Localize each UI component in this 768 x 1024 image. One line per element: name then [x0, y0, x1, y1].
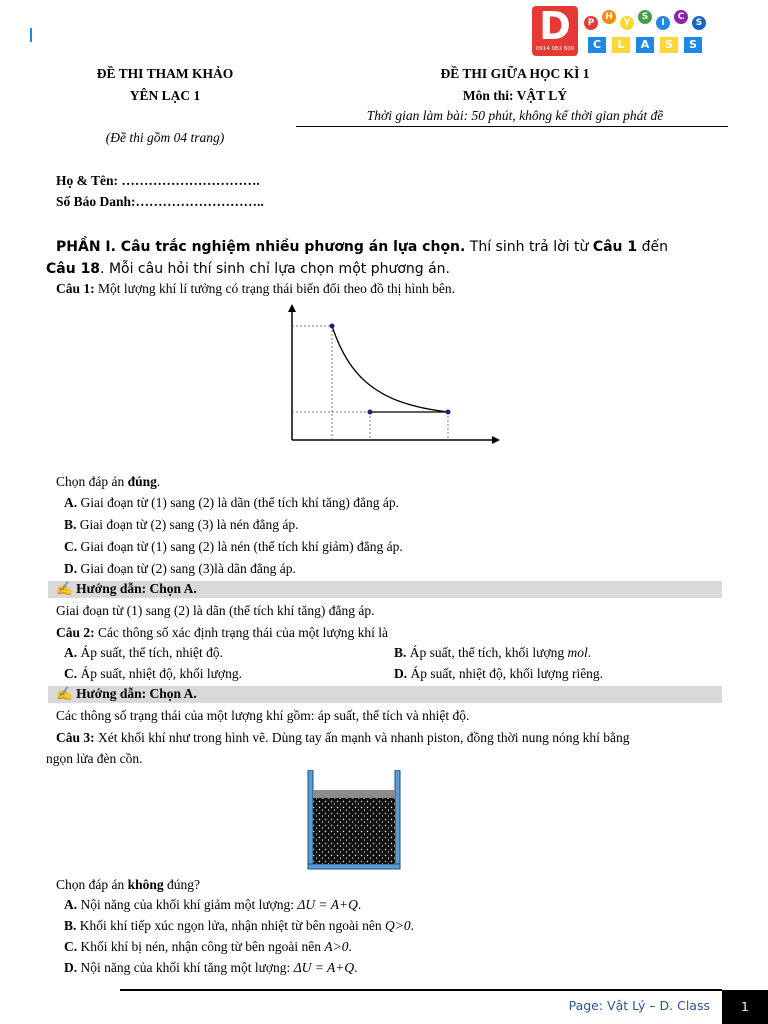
q3-option-b[interactable] [64, 918, 414, 934]
option-key: D. [394, 666, 408, 681]
logo-class-letter: A [636, 37, 654, 53]
q2-explanation: Các thông số trạng thái của một lượng khí gồm: áp suất, thể tích và nhiệt độ. [56, 708, 470, 723]
option-key: B. [64, 918, 77, 933]
option-key: B. [64, 517, 77, 532]
option-text: Nội năng của khối khí tăng một lượng: [77, 960, 294, 975]
option-text: Áp suất, nhiệt độ, khối lượng riêng. [407, 666, 604, 681]
q1-option-d[interactable] [64, 561, 296, 577]
option-text: Áp suất, thể tích, nhiệt độ. [77, 645, 223, 660]
logo-physics-letter: I [656, 16, 670, 30]
footer-page-number: 1 [741, 1000, 749, 1014]
option-tail: . [357, 897, 362, 912]
q3-text-line1: Xét khối khí như trong hình vẽ. Dùng tay ấn mạnh và nhanh piston, đồng thời nung nóng khí bằng [94, 730, 630, 745]
exam-duration: Thời gian làm bài: 50 phút, không kể thời gian phát đề [366, 108, 664, 123]
option-tail: . [587, 645, 592, 660]
student-name-field: Họ & Tên: …………………………. [56, 173, 260, 188]
q2-text: Các thông số xác định trạng thái của một lượng khí là [94, 625, 389, 640]
logo-physics-letter: C [674, 10, 688, 24]
footer-rule [120, 989, 722, 991]
q2-option-c[interactable] [64, 666, 242, 682]
cylinder-bottom [308, 864, 400, 869]
logo-class-letter: L [612, 37, 630, 53]
option-key: D. [64, 561, 78, 576]
q3-prompt-b: không [127, 877, 164, 892]
logo-class-letter: C [588, 37, 606, 53]
logo-physics-letter: S [638, 10, 652, 24]
exam-school: YÊN LẠC 1 [129, 88, 201, 103]
option-tail: . [354, 960, 358, 975]
option-math: Q>0 [384, 918, 411, 933]
q3-prompt [56, 877, 200, 893]
q2-guide: ✍ Hướng dẫn: Chọn A. [56, 686, 197, 701]
q1-option-c[interactable] [64, 539, 403, 555]
q1-text: Một lượng khí lí tưởng có trạng thái biến đổi theo đồ thị hình bên. [94, 281, 456, 296]
option-text: Giai đoạn từ (1) sang (2) là dãn (thể tích khí tăng) đẳng áp. [77, 495, 399, 510]
graph-x-arrow [492, 436, 500, 444]
logo-physics-letter: P [584, 16, 598, 30]
part1-from: Câu 1 [592, 239, 638, 255]
q2-option-b[interactable] [394, 645, 591, 661]
part1-intro-b: đến [637, 239, 668, 255]
part1-intro [56, 236, 722, 258]
option-text: Nội năng của khối khí giảm một lượng: [77, 897, 298, 912]
exam-page-count: (Đề thi gồm 04 trang) [105, 130, 225, 145]
q1-prompt-c: . [156, 474, 161, 489]
option-math: A>0 [324, 939, 349, 954]
q2-label: Câu 2: [56, 625, 95, 640]
logo-physics-letter: H [602, 10, 616, 24]
logo-phone: 0914 082 600 [535, 46, 575, 52]
q2-stem [56, 625, 388, 641]
text-cursor-mark [30, 28, 32, 42]
q3-option-c[interactable] [64, 939, 352, 955]
graph-y-arrow [288, 304, 296, 312]
q1-guide: ✍ Hướng dẫn: Chọn A. [56, 581, 197, 596]
q1-prompt-b: đúng [127, 474, 157, 489]
q1-prompt-a: Chọn đáp án [56, 474, 128, 489]
q3-option-d[interactable] [64, 960, 357, 976]
option-text: Khối khí bị nén, nhận công từ bên ngoài nên [77, 939, 325, 954]
q3-prompt-c: đúng? [163, 877, 201, 892]
state-point-1 [330, 324, 335, 329]
isotherm-curve [332, 326, 448, 412]
gas-volume [313, 798, 395, 864]
option-math: ΔU = A+Q [297, 897, 358, 912]
logo-physics-letter: S [692, 16, 706, 30]
option-text: Áp suất, thể tích, khối lượng [406, 645, 568, 660]
piston [313, 790, 395, 798]
q1-stem [56, 281, 455, 297]
part1-to: Câu 18 [46, 261, 101, 277]
exam-subject: Môn thi: VẬT LÝ [462, 88, 568, 103]
footer-page-label: Page: Vật Lý – D. Class [568, 998, 710, 1013]
exam-title: ĐỀ THI GIỮA HỌC KÌ 1 [440, 66, 590, 81]
q1-state-graph [280, 300, 500, 450]
option-text: Giai đoạn từ (2) sang (3)là dãn đẳng áp. [77, 561, 296, 576]
option-italic: mol [567, 645, 588, 660]
footer-page-number-box [722, 990, 768, 1024]
q3-piston-cylinder [306, 770, 402, 870]
option-key: A. [64, 645, 78, 660]
header-underline [296, 126, 728, 127]
cylinder-right-wall [395, 770, 400, 868]
q2-option-d[interactable] [394, 666, 603, 682]
dclass-logo [532, 6, 712, 58]
state-point-3 [368, 410, 373, 415]
q1-label: Câu 1: [56, 281, 95, 296]
q3-prompt-a: Chọn đáp án [56, 877, 128, 892]
part1-heading: PHẦN I. Câu trắc nghiệm nhiều phương án lựa chọn. [56, 239, 466, 255]
option-math: ΔU = A+Q [293, 960, 355, 975]
option-key: C. [64, 539, 78, 554]
option-key: B. [394, 645, 407, 660]
cylinder-left-wall [308, 770, 313, 868]
option-text: Giai đoạn từ (2) sang (3) là nén đẳng áp. [76, 517, 299, 532]
q3-stem [56, 730, 630, 746]
option-key: A. [64, 495, 78, 510]
option-tail: . [348, 939, 352, 954]
part1-intro-c: . Mỗi câu hỏi thí sinh chỉ lựa chọn một phương án. [100, 261, 451, 277]
q3-label: Câu 3: [56, 730, 95, 745]
option-tail: . [410, 918, 414, 933]
logo-d-letter: D [539, 4, 571, 48]
q3-option-a[interactable] [64, 897, 361, 913]
option-text: Giai đoạn từ (1) sang (2) là nén (thể tích khí giảm) đẳng áp. [77, 539, 403, 554]
exam-source-title: ĐỀ THI THAM KHẢO [96, 66, 234, 81]
option-text: Áp suất, nhiệt độ, khối lượng. [77, 666, 242, 681]
option-text: Khối khí tiếp xúc ngọn lửa, nhận nhiệt từ bên ngoài nên [76, 918, 385, 933]
option-key: C. [64, 666, 78, 681]
option-key: C. [64, 939, 78, 954]
q1-explanation: Giai đoạn từ (1) sang (2) là dãn (thể tích khí tăng) đẳng áp. [56, 603, 375, 618]
option-key: D. [64, 960, 78, 975]
part1-intro-line2 [46, 258, 450, 280]
part1-intro-a: Thí sinh trả lời từ [465, 239, 593, 255]
student-id-field: Số Báo Danh:……………………….. [56, 194, 264, 209]
q1-option-b[interactable] [64, 517, 299, 533]
q1-option-a[interactable] [64, 495, 399, 511]
logo-class-letter: S [684, 37, 702, 53]
logo-physics-letter: Y [620, 16, 634, 30]
logo-d-block [532, 6, 578, 56]
logo-class-letter: S [660, 37, 678, 53]
q3-text-line2: ngọn lửa đèn cồn. [46, 751, 143, 766]
q1-prompt [56, 474, 160, 490]
q2-option-a[interactable] [64, 645, 223, 661]
option-key: A. [64, 897, 78, 912]
state-point-2 [446, 410, 451, 415]
